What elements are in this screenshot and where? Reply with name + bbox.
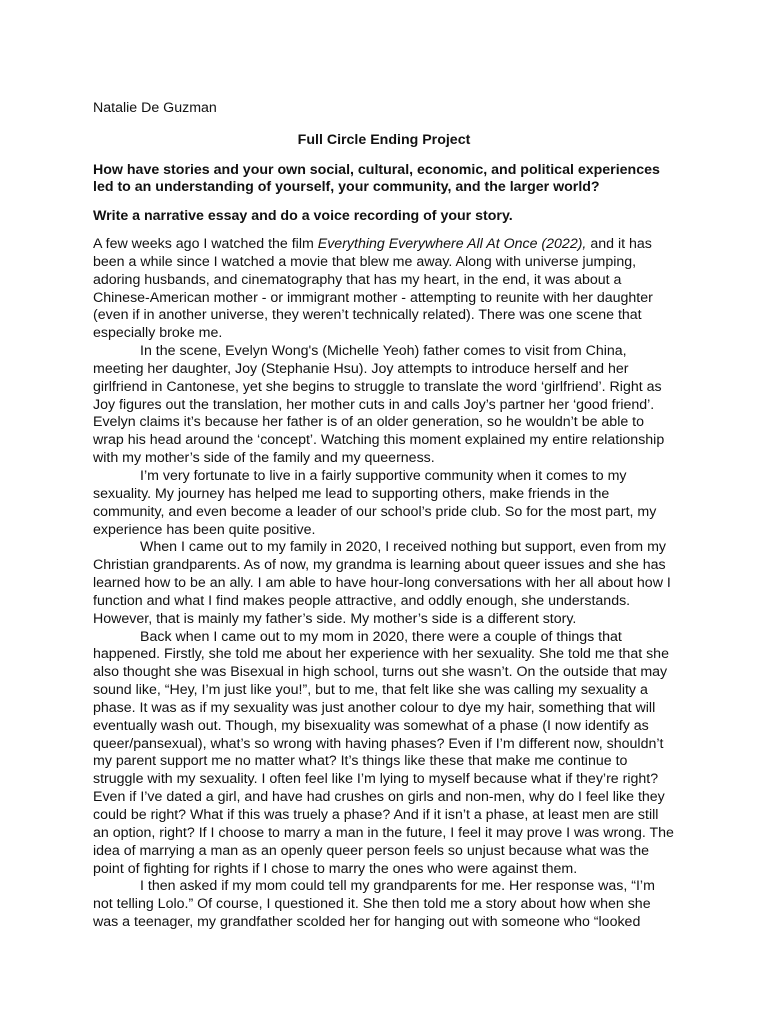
essay-line: adoring husbands, and cinematography that has my heart, in the end, it was about a bbox=[93, 271, 622, 288]
essay-body bbox=[93, 236, 681, 932]
author-name: Natalie De Guzman bbox=[93, 100, 217, 116]
essay-line: Even if I’ve dated a girl, and have had crushes on girls and non-men, why do I feel like they bbox=[93, 789, 665, 806]
essay-line: phase. It was as if my sexuality was just another colour to dye my hair, something that will bbox=[93, 699, 656, 716]
essay-line: sexuality. My journey has helped me lead to supporting others, make friends in the bbox=[93, 485, 610, 502]
essay-line: Evelyn claims it’s because her father is of an older generation, so he wouldn’t be able to bbox=[93, 414, 645, 431]
essay-line: eventually wash out. Though, my bisexuality was somewhat of a phase (I now identify as bbox=[93, 717, 649, 734]
essay-line: girlfriend in Cantonese, yet she begins to struggle to translate the word ‘girlfriend’. Right as bbox=[93, 378, 662, 395]
assignment-instruction: Write a narrative essay and do a voice recording of your story. bbox=[93, 208, 513, 224]
essay-text: A few weeks ago I watched the film bbox=[93, 236, 318, 252]
essay-line: with my mother’s side of the family and my queerness. bbox=[93, 450, 435, 467]
prompt-line: led to an understanding of yourself, your community, and the larger world? bbox=[93, 179, 600, 195]
essay-line: experience has been quite positive. bbox=[93, 521, 316, 538]
essay-line: Back when I came out to my mom in 2020, there were a couple of things that bbox=[140, 628, 622, 645]
document-title: Full Circle Ending Project bbox=[297, 132, 471, 148]
essay-line: Joy figures out the translation, her mother cuts in and calls Joy’s partner her ‘good friend’. bbox=[93, 396, 655, 413]
essay-line: function and what I find makes people attractive, and oddly enough, she understands. bbox=[93, 592, 631, 609]
essay-line: an option, right? If I choose to marry a man in the future, I feel it may prove I was wrong. The bbox=[93, 824, 674, 841]
essay-line: learned how to be an ally. I am able to have hour-long conversations with her all about how I bbox=[93, 575, 671, 592]
essay-prompt bbox=[93, 162, 693, 196]
essay-line: sound like, “Hey, I’m just like you!”, but to me, that felt like she was calling my sexuality a bbox=[93, 682, 648, 699]
essay-line: Chinese-American mother - or immigrant mother - attempting to reunite with her daughter bbox=[93, 289, 653, 306]
essay-line: could be right? What if this was truely a phase? And if it isn’t a phase, at least men are still bbox=[93, 807, 659, 823]
essay-line: not telling Lolo.” Of course, I questioned it. She then told me a story about how when she bbox=[93, 896, 651, 913]
essay-line: also thought she was Bisexual in high school, turns out she wasn’t. On the outside that may bbox=[93, 664, 668, 681]
essay-line: community, and even become a leader of our school’s pride club. So for the most part, my bbox=[93, 503, 657, 520]
essay-line: Christian grandparents. As of now, my grandma is learning about queer issues and she has bbox=[93, 557, 666, 574]
essay-line: I’m very fortunate to live in a fairly supportive community when it comes to my bbox=[140, 467, 627, 484]
essay-text: and it has bbox=[586, 236, 652, 252]
film-title: Everything Everywhere All At Once (2022), bbox=[317, 236, 587, 252]
essay-line: happened. Firstly, she told me about her experience with her sexuality. She told me that she bbox=[93, 646, 669, 663]
essay-line: wrap his head around the ‘concept’. Watching this moment explained my entire relationship bbox=[93, 432, 665, 449]
essay-line: I then asked if my mom could tell my grandparents for me. Her response was, “I’m bbox=[140, 878, 655, 895]
essay-line: been a while since I watched a movie that blew me away. Along with universe jumping, bbox=[93, 253, 637, 270]
essay-line: queer/pansexual), what’s so wrong with having phases? Even if I’m different now, shouldn’t bbox=[93, 735, 664, 752]
essay-line: (even if in another universe, they weren’t technically related). There was one scene that bbox=[93, 307, 642, 324]
essay-line: However, that is mainly my father’s side. My mother’s side is a different story. bbox=[93, 610, 577, 627]
essay-line: In the scene, Evelyn Wong's (Michelle Yeoh) father comes to visit from China, bbox=[140, 343, 627, 360]
essay-line: my parent support me no matter what? It’s things like these that make me continue to bbox=[93, 753, 628, 770]
essay-line: struggle with my sexuality. I often feel like I’m lying to myself because what if they’re right? bbox=[93, 771, 659, 788]
essay-line: point of fighting for rights if I chose to marry the ones who were against them. bbox=[93, 860, 578, 877]
essay-line: When I came out to my family in 2020, I received nothing but support, even from my bbox=[140, 539, 666, 556]
essay-line: meeting her daughter, Joy (Stephanie Hsu). Joy attempts to introduce herself and her bbox=[93, 360, 629, 377]
essay-line: especially broke me. bbox=[93, 325, 223, 342]
essay-line: was a teenager, my grandfather scolded her for hanging out with someone who “looked bbox=[93, 914, 641, 931]
essay-line bbox=[93, 236, 681, 254]
essay-line: idea of marrying a man as an openly queer person feels so unjust because what was the bbox=[93, 842, 650, 859]
prompt-line: How have stories and your own social, cultural, economic, and political experiences bbox=[93, 162, 660, 178]
